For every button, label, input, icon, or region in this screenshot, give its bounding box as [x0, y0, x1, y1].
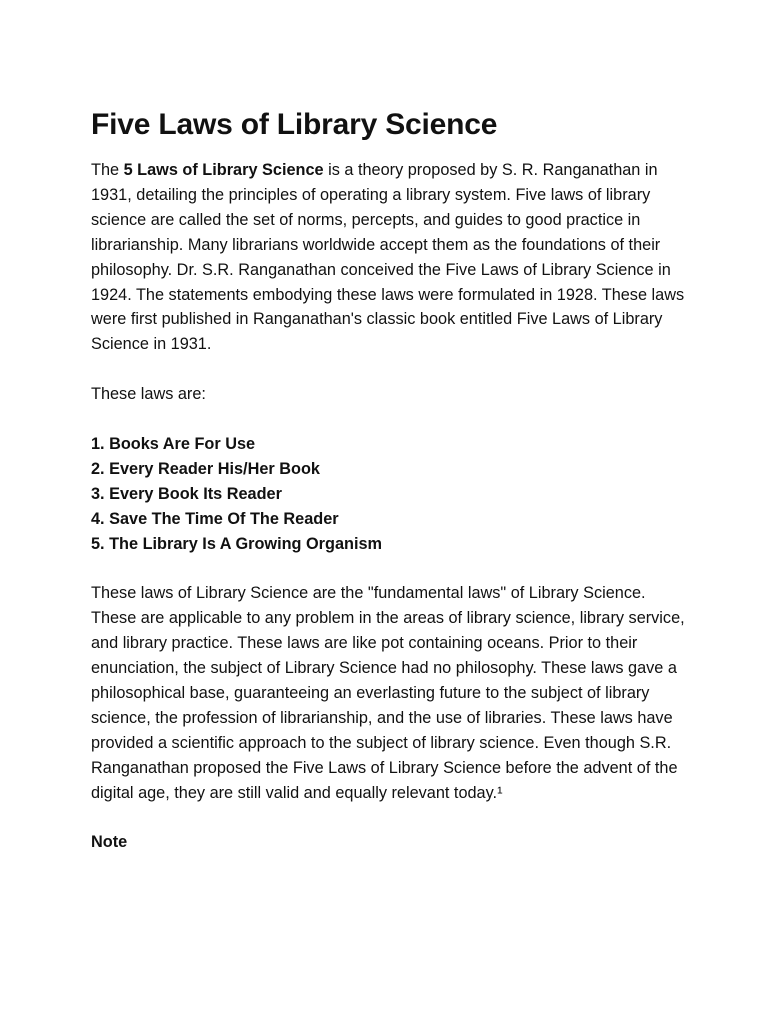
intro-paragraph	[91, 158, 691, 357]
law-item: 4. Save The Time Of The Reader	[91, 509, 339, 528]
law-item: 5. The Library Is A Growing Organism	[91, 534, 383, 553]
page-title: Five Laws of Library Science	[91, 108, 498, 141]
intro-rest: is a theory proposed by S. R. Ranganathan in 1931, detailing the principles of operating a library system. Five laws of library science are called the set of norms, percepts, and guides to good practice in librarianship. Many librarians worldwide accept them as the foundations of their philosophy. Dr. S.R. Ranganathan conceived the Five Laws of Library Science in 1924. The statements embodying these laws were formulated in 1928. These laws were first published in Ranganathan's classic book entitled Five Laws of Library Science in 1931.	[91, 161, 685, 354]
intro-bold-term: 5 Laws of Library Science	[123, 161, 324, 179]
law-item: 2. Every Reader His/Her Book	[91, 459, 320, 478]
document-page	[91, 106, 691, 855]
note-heading: Note	[91, 833, 128, 852]
intro-prefix: The	[91, 161, 124, 179]
laws-lead-in: These laws are:	[91, 385, 206, 404]
laws-list	[91, 432, 691, 557]
law-item: 3. Every Book Its Reader	[91, 484, 282, 503]
body-paragraph: These laws of Library Science are the "fundamental laws" of Library Science. These are applicable to any problem in the areas of library science, library service, and library practice. These laws are like pot containing oceans. Prior to their enunciation, the subject of Library Science had no philosophy. These laws gave a philosophical base, guaranteeing an everlasting future to the subject of library science, the profession of librarianship, and the use of libraries. These laws have provided a scientific approach to the subject of library science. Even though S.R. Ranganathan proposed the Five Laws of Library Science before the advent of the digital age, they are still valid and equally relevant today.¹	[91, 584, 685, 802]
law-item: 1. Books Are For Use	[91, 434, 256, 453]
